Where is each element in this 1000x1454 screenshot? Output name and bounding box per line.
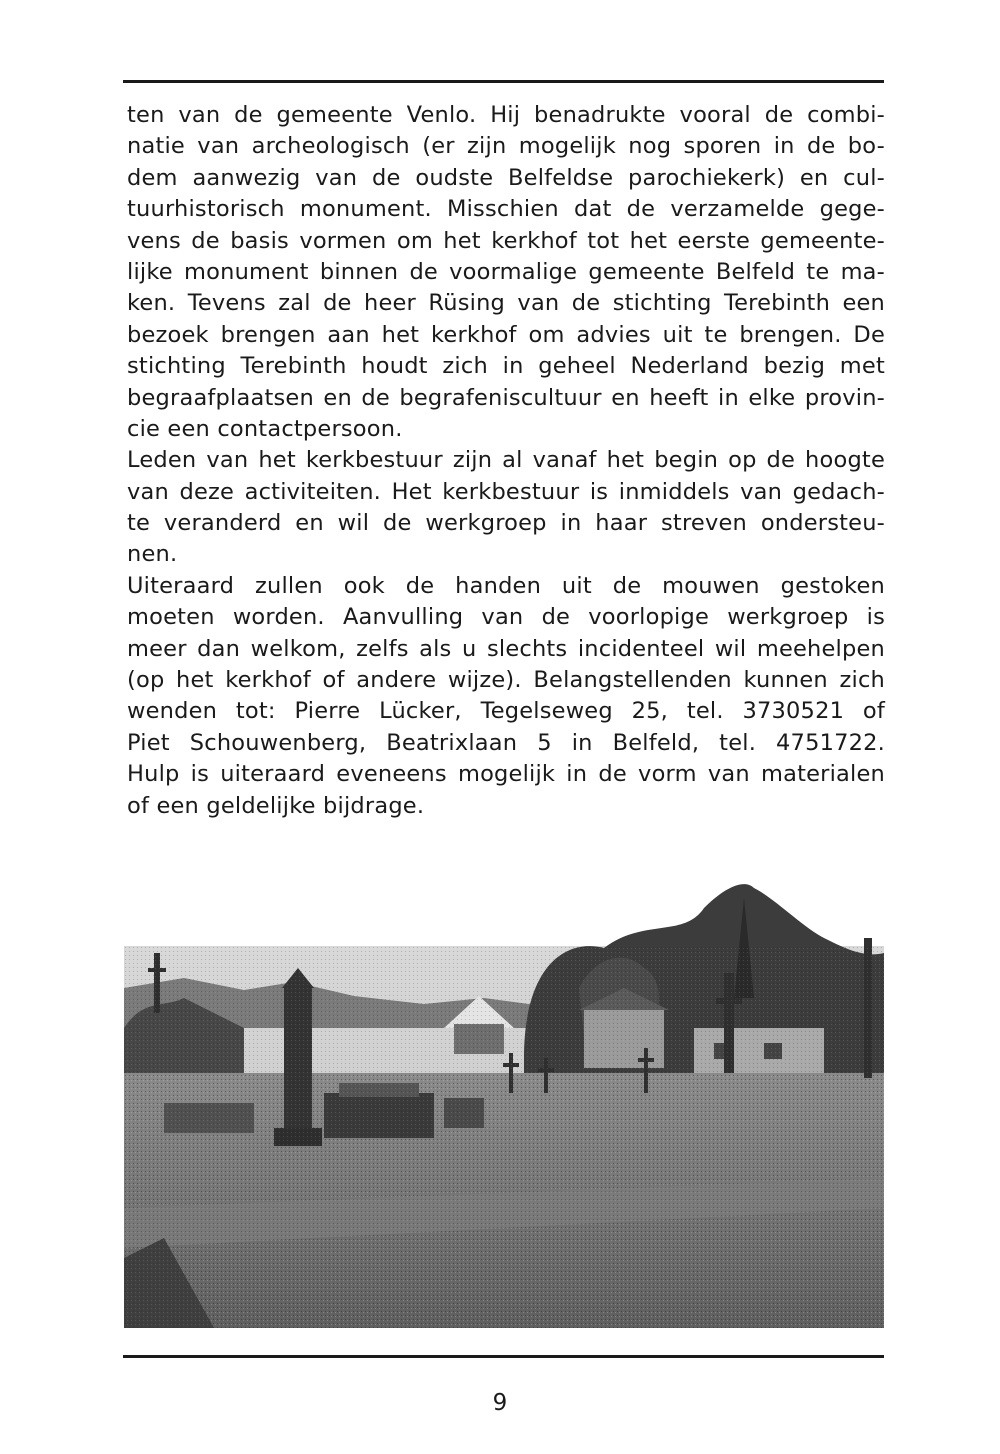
- text-line: natie van archeologisch (er zijn mogelijk nog sporen in de bo-: [127, 133, 885, 160]
- text-line: tuurhistorisch monument. Misschien dat de verzamelde gege-: [127, 196, 885, 223]
- text-line: van deze activiteiten. Het kerkbestuur is inmiddels van gedach-: [127, 478, 885, 505]
- text-line: wenden tot: Pierre Lücker, Tegelseweg 25, tel. 3730521 of: [127, 698, 885, 725]
- text-line: (op het kerkhof of andere wijze). Belangstellenden kunnen zich: [127, 667, 885, 694]
- bottom-rule: [123, 1355, 884, 1358]
- text-line: dem aanwezig van de oudste Belfeldse parochiekerk) en cul-: [127, 164, 885, 191]
- text-line: te veranderd en wil de werkgroep in haar streven ondersteu-: [127, 510, 885, 537]
- text-line: cie een contactpersoon.: [127, 415, 403, 442]
- text-line: ken. Tevens zal de heer Rüsing van de stichting Terebinth een: [127, 290, 885, 317]
- text-line: ten van de gemeente Venlo. Hij benadrukte vooral de combi-: [127, 102, 885, 128]
- text-line: Uiteraard zullen ook de handen uit de mouwen gestoken: [127, 572, 885, 599]
- cemetery-photo: [124, 878, 884, 1328]
- text-line: begraafplaatsen en de begrafeniscultuur en heeft in elke provin-: [127, 384, 885, 411]
- text-line: lijke monument binnen de voormalige gemeente Belfeld te ma-: [127, 258, 885, 285]
- top-rule: [123, 80, 884, 83]
- body-text: [127, 100, 885, 822]
- page-number: 9: [492, 1390, 508, 1416]
- text-line: of een geldelijke bijdrage.: [127, 792, 425, 819]
- text-line: Leden van het kerkbestuur zijn al vanaf het begin op de hoogte: [127, 447, 885, 474]
- text-line: nen.: [127, 541, 178, 568]
- text-line: moeten worden. Aanvulling van de voorlopige werkgroep is: [127, 604, 885, 631]
- text-line: Piet Schouwenberg, Beatrixlaan 5 in Belfeld, tel. 4751722.: [127, 729, 885, 756]
- text-line: Hulp is uiteraard eveneens mogelijk in de vorm van materialen: [127, 761, 885, 788]
- text-line: meer dan welkom, zelfs als u slechts incidenteel wil meehelpen: [127, 635, 885, 662]
- text-line: stichting Terebinth houdt zich in geheel Nederland bezig met: [127, 353, 885, 380]
- text-line: bezoek brengen aan het kerkhof om advies uit te brengen. De: [127, 321, 885, 348]
- text-line: vens de basis vormen om het kerkhof tot het eerste gemeente-: [127, 227, 885, 254]
